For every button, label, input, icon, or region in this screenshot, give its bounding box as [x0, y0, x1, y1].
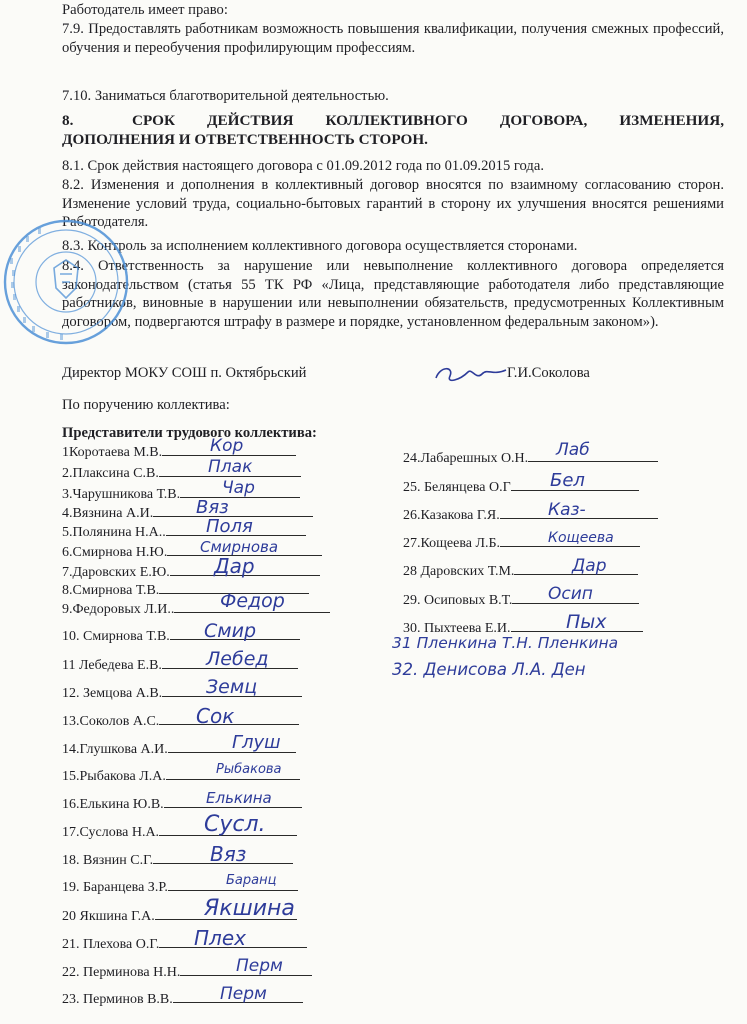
handwritten-signature: Плак — [208, 457, 253, 477]
representative-name: 1Коротаева М.В. — [62, 445, 163, 460]
official-seal-icon — [2, 218, 130, 346]
representative-name: 7.Даровских Е.Ю. — [62, 565, 170, 580]
handwritten-signature: Земц — [206, 676, 258, 698]
representative-row — [62, 683, 302, 703]
representative-row — [403, 505, 658, 525]
signature-line — [153, 503, 313, 517]
representative-name: 8.Смирнова Т.В. — [62, 583, 160, 598]
representative-row — [403, 590, 639, 610]
handwritten-signature: Сусл. — [204, 812, 266, 837]
representative-name: 19. Баранцева З.Р. — [62, 880, 168, 895]
representative-row — [62, 626, 300, 646]
clause-7-10: 7.10. Заниматься благотворительной деятельностью. — [62, 88, 389, 104]
representative-name: 20 Якшина Г.А. — [62, 909, 155, 924]
representative-row — [62, 542, 322, 562]
representative-name: 28 Даровских Т.М. — [403, 564, 515, 579]
representative-name: 13.Соколов А.С. — [62, 714, 160, 729]
employer-rights-heading: Работодатель имеет право: — [62, 2, 228, 18]
representative-row — [62, 484, 300, 504]
representative-name: 24.Лабарешных О.Н. — [403, 451, 529, 466]
handwritten-signature: Елькина — [206, 789, 272, 807]
handwritten-signature: Баранц — [226, 873, 277, 888]
representative-name: 9.Федоровых Л.И.. — [62, 602, 175, 617]
representative-name: 15.Рыбакова Л.А. — [62, 769, 166, 784]
representative-row — [62, 442, 296, 462]
representative-name: 2.Плаксина С.В. — [62, 466, 159, 481]
representative-name: 16.Елькина Ю.В. — [62, 797, 164, 812]
representative-row — [62, 934, 307, 954]
representative-name: 30. Пыхтеева Е.И. — [403, 621, 511, 636]
representatives-heading: Представители трудового коллектива: — [62, 425, 317, 441]
handwritten-signature: Вяз — [210, 842, 247, 866]
handwritten-signature: Дар — [214, 554, 255, 578]
handwritten-signature: Вяз — [196, 497, 229, 518]
representative-name: 22. Перминова Н.Н. — [62, 965, 181, 980]
handwritten-signature: Лебед — [206, 648, 269, 670]
handwritten-signature: Федор — [220, 590, 285, 612]
director-signature — [430, 358, 510, 388]
section-8-number: 8. — [62, 112, 74, 129]
director-name: Г.И.Соколова — [507, 365, 590, 381]
handwritten-entry-32: 32. Денисова Л.А. Ден — [392, 660, 586, 679]
handwritten-signature: Каз- — [548, 500, 586, 520]
clause-8-1: 8.1. Срок действия настоящего договора с 01.09.2012 года по 01.09.2015 года. — [62, 158, 544, 174]
representative-row — [62, 562, 320, 582]
handwritten-signature: Кор — [210, 436, 244, 456]
handwritten-signature: Перм — [220, 984, 267, 1004]
representative-row — [403, 477, 639, 497]
handwritten-signature: Осип — [548, 584, 593, 604]
representative-name: 3.Чарушникова Т.В. — [62, 487, 181, 502]
clause-8-3: 8.3. Контроль за исполнением коллективного договора осуществляется сторонами. — [62, 238, 578, 254]
representative-row — [62, 463, 301, 483]
representative-row — [403, 448, 658, 468]
representative-name: 4.Вязнина А.И. — [62, 506, 154, 521]
representative-name: 12. Земцова А.В. — [62, 686, 163, 701]
handwritten-signature: Перм — [236, 956, 283, 976]
handwritten-signature: Глуш — [232, 732, 281, 753]
clause-7-9: 7.9. Предоставлять работникам возможность повышения квалификации, получения смежных профессий, обучения и переобучения профилирующим профессиям. — [62, 21, 724, 56]
handwritten-signature: Смирнова — [200, 538, 279, 556]
representative-name: 21. Плехова О.Г. — [62, 937, 160, 952]
representative-name: 5.Полянина Н.А.. — [62, 525, 166, 540]
representative-name: 6.Смирнова Н.Ю. — [62, 545, 168, 560]
representative-name: 17.Суслова Н.А. — [62, 825, 160, 840]
clause-8-2: 8.2. Изменения и дополнения в коллективный договор вносятся по взаимному согласованию сторон. Изменение условий труда, социально-бытовых гарантий в сторону их улучшения вносятся решениями Работодателя. — [62, 177, 724, 231]
representative-row — [62, 711, 299, 731]
representative-name: 27.Кощеева Л.Б. — [403, 536, 501, 551]
section-8-heading — [62, 111, 724, 149]
handwritten-signature: Дар — [572, 556, 607, 576]
section-8-title: СРОК ДЕЙСТВИЯ КОЛЛЕКТИВНОГО ДОГОВОРА, ИЗМЕНЕНИЯ, ДОПОЛНЕНИЯ И ОТВЕТСТВЕННОСТЬ СТОРОН. — [62, 112, 724, 148]
handwritten-signature: Плех — [194, 926, 246, 950]
handwritten-entry-31: 31 Пленкина Т.Н. Пленкина — [392, 634, 619, 652]
handwritten-signature: Смир — [204, 620, 257, 642]
handwritten-signature: Бел — [550, 470, 585, 491]
handwritten-signature: Чар — [222, 478, 255, 498]
representative-name: 23. Перминов В.В. — [62, 992, 173, 1007]
handwritten-signature: Кощеева — [548, 530, 614, 546]
handwritten-signature: Поля — [206, 516, 253, 537]
handwritten-signature: Рыбакова — [216, 762, 282, 777]
on-behalf-label: По поручению коллектива: — [62, 397, 230, 413]
handwritten-signature: Пых — [566, 611, 607, 633]
representative-row — [62, 599, 330, 619]
representative-row — [62, 850, 293, 870]
representative-name: 18. Вязнин С.Г. — [62, 853, 154, 868]
signature-line — [528, 448, 658, 462]
representative-name: 25. Белянцева О.Г — [403, 480, 511, 495]
handwritten-signature: Якшина — [204, 896, 295, 921]
representative-name: 29. Осиповых В.Т. — [403, 593, 513, 608]
representative-name: 11 Лебедева Е.В. — [62, 658, 162, 673]
representative-row — [62, 503, 313, 523]
director-title: Директор МОКУ СОШ п. Октябрьский — [62, 365, 307, 381]
handwritten-signature: Лаб — [556, 440, 590, 460]
representative-name: 26.Казакова Г.Я. — [403, 508, 500, 523]
handwritten-signature: Сок — [196, 704, 235, 728]
representative-name: 14.Глушкова А.И. — [62, 742, 168, 757]
clause-8-4: 8.4. Ответственность за нарушение или невыполнение коллективного договора определяется законодательством (статья 55 ТК РФ «Лица, представляющие работодателя либо представляющие работников, виновные в нарушении или невыполнении обязательств, предусмотренных Коллективным договором, подвергаются штрафу в размере и порядке, установленном федеральным законом»). — [62, 258, 724, 330]
representative-name: 10. Смирнова Т.В. — [62, 629, 170, 644]
